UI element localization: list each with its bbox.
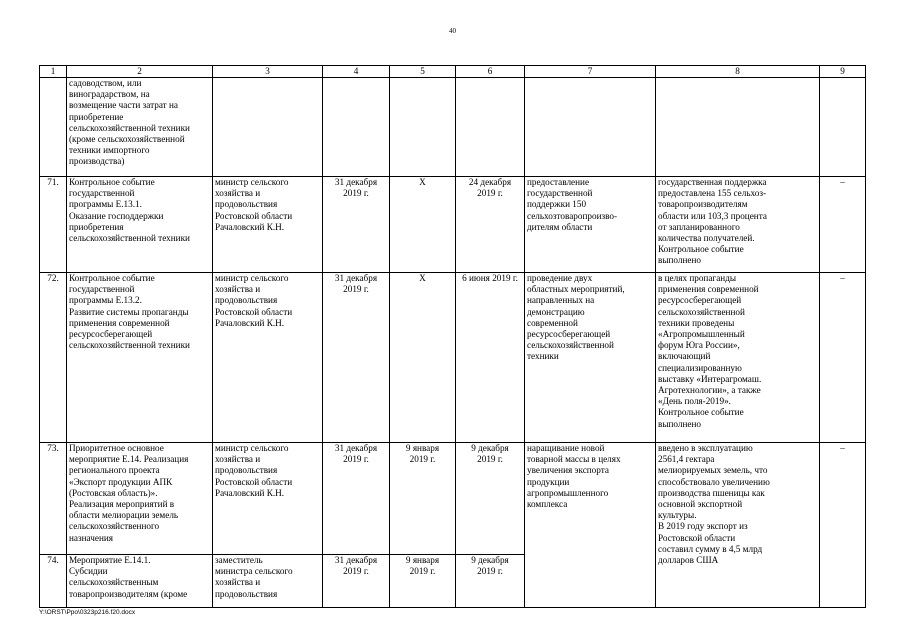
column-header: 3: [213, 66, 323, 78]
start-date-cell: 9 января 2019 г.: [390, 443, 456, 555]
expected-result-cell: [525, 78, 656, 177]
column-header: 7: [525, 66, 656, 78]
column-header: 5: [390, 66, 456, 78]
actual-result-cell: государственная поддержка предоставлена 155 сельхоз- товаропроизводителям области или 103,3 процента от запланированного количества получателей. Контрольное событие выполнено: [656, 177, 820, 273]
row-number-cell: [40, 78, 67, 177]
responsible-cell: министр сельского хозяйства и продовольствия Ростовской области Рачаловский К.Н.: [213, 177, 323, 273]
start-date-cell: Х: [390, 273, 456, 443]
event-cell: Мероприятие Е.14.1. Субсидии сельскохозяйственным товаропроизводителям (кроме: [67, 555, 213, 608]
fact-date-cell: [456, 78, 525, 177]
start-date-cell: Х: [390, 177, 456, 273]
event-cell: Контрольное событие государственной программы Е.13.2. Развитие системы пропаганды применения современной ресурсосберегающей сельскохозяйственной техники: [67, 273, 213, 443]
col9-cell: –: [820, 177, 866, 273]
row-number-cell: 72.: [40, 273, 67, 443]
table-row: [40, 177, 866, 273]
table-row: [40, 273, 866, 443]
event-cell: Приоритетное основное мероприятие Е.14. Реализация регионального проекта «Экспорт продукции АПК (Ростовская область)». Реализация мероприятий в области мелиорации земель сельскохозяйственного назначения: [67, 443, 213, 555]
plan-date-cell: 31 декабря 2019 г.: [323, 443, 390, 555]
plan-date-cell: 31 декабря 2019 г.: [323, 555, 390, 608]
plan-date-cell: 31 декабря 2019 г.: [323, 177, 390, 273]
fact-date-cell: 9 декабря 2019 г.: [456, 443, 525, 555]
column-header: 4: [323, 66, 390, 78]
column-header: 2: [67, 66, 213, 78]
fact-date-cell: 9 декабря 2019 г.: [456, 555, 525, 608]
start-date-cell: [390, 78, 456, 177]
plan-date-cell: [323, 78, 390, 177]
actual-result-cell: в целях пропаганды применения современной ресурсосберегающей сельскохозяйственной техники проведены «Агропромышленный форум Юга России», включающий специализированную выставку «Интерагромаш. Агротехнологии», а также «День поля-2019». Контрольное событие выполнено: [656, 273, 820, 443]
event-cell: Контрольное событие государственной программы Е.13.1. Оказание господдержки приобретения сельскохозяйственной техники: [67, 177, 213, 273]
row-number-cell: 71.: [40, 177, 67, 273]
continuation-row: [40, 78, 866, 177]
file-path: Y:\ORST\Ppo\0323p216.f20.docx: [39, 609, 136, 616]
responsible-cell: заместитель министра сельского хозяйства и продовольствия: [213, 555, 323, 608]
actual-result-cell: введено в эксплуатацию 2561,4 гектара мелиорируемых земель, что способствовало увеличению производства пшеницы как основной экспортной культуры. В 2019 году экспорт из Ростовской области составил сумму в 4,5 млрд долларов США: [656, 443, 820, 608]
start-date-cell: 9 января 2019 г.: [390, 555, 456, 608]
plan-date-cell: 31 декабря 2019 г.: [323, 273, 390, 443]
column-header: 9: [820, 66, 866, 78]
actual-result-cell: [656, 78, 820, 177]
event-cell: садоводством, или виноградарством, на возмещение части затрат на приобретение сельскохозяйственной техники (кроме сельскохозяйственной техники импортного производства): [67, 78, 213, 177]
report-table: [39, 65, 866, 608]
responsible-cell: министр сельского хозяйства и продовольствия Ростовской области Рачаловский К.Н.: [213, 443, 323, 555]
col9-cell: –: [820, 273, 866, 443]
row-number-cell: 74.: [40, 555, 67, 608]
column-header: 1: [40, 66, 67, 78]
col9-cell: –: [820, 443, 866, 608]
responsible-cell: министр сельского хозяйства и продовольствия Ростовской области Рачаловский К.Н.: [213, 273, 323, 443]
column-header: 8: [656, 66, 820, 78]
expected-result-cell: наращивание новой товарной массы в целях увеличения экспорта продукции агропромышленного комплекса: [525, 443, 656, 608]
expected-result-cell: проведение двух областных мероприятий, направленных на демонстрацию современной ресурсосберегающей сельскохозяйственной техники: [525, 273, 656, 443]
fact-date-cell: 24 декабря 2019 г.: [456, 177, 525, 273]
expected-result-cell: предоставление государственной поддержки 150 сельхозтоваропроизво- дителям области: [525, 177, 656, 273]
column-header: 6: [456, 66, 525, 78]
row-number-cell: 73.: [40, 443, 67, 555]
responsible-cell: [213, 78, 323, 177]
col9-cell: [820, 78, 866, 177]
column-header-row: [40, 66, 866, 78]
page-number: 40: [449, 27, 456, 35]
fact-date-cell: 6 июня 2019 г.: [456, 273, 525, 443]
table-row: [40, 443, 866, 555]
